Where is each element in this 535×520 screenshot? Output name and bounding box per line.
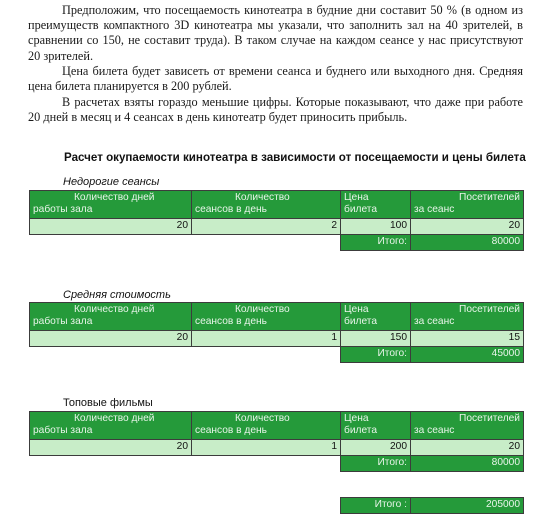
cell-visitors: 20	[410, 439, 524, 456]
intro-paragraph-3: В расчетах взяты гораздо меньшие цифры. Которые показывают, что даже при работе 20 дней в месяц и 4 сеансах в день кинотеатр будет приносить прибыль.	[28, 95, 523, 125]
table-caption-cheap: Недорогие сеансы	[63, 176, 160, 188]
cell-price: 100	[340, 218, 411, 235]
section-heading: Расчет окупаемости кинотеатра в зависимости от посещаемости и цены билета	[64, 151, 526, 164]
intro-paragraph-2: Цена билета будет зависеть от времени сеанса и буднего или выходного дня. Средняя цена билета планируется в 200 рублей.	[28, 64, 523, 94]
cell-days: 20	[29, 439, 192, 456]
header-sessions: Количество сеансов в день	[191, 190, 341, 219]
table-top-movies	[29, 411, 524, 472]
table-cheap-sessions	[29, 190, 524, 251]
total-label: Итого:	[340, 346, 411, 363]
header-days: Количество дней работы зала	[29, 411, 192, 440]
cell-visitors: 15	[410, 330, 524, 347]
cell-price: 150	[340, 330, 411, 347]
grand-total-label: Итого :	[340, 497, 411, 514]
grand-total-value: 205000	[410, 497, 524, 514]
cell-days: 20	[29, 330, 192, 347]
header-price: Цена билета	[340, 190, 411, 219]
cell-visitors: 20	[410, 218, 524, 235]
header-price: Цена билета	[340, 302, 411, 331]
intro-paragraph-1: Предположим, что посещаемость кинотеатра в будние дни составит 50 % (в одном из преимуществ компактного 3D кинотеатра мы указали, что заполнить зал на 40 зрителей, в сравнении со 150, не составит труда). В таком случае на каждом сеансе у нас присутствуют 20 зрителей.	[28, 3, 523, 63]
cell-sessions: 1	[191, 439, 341, 456]
total-label: Итого:	[340, 234, 411, 251]
total-value: 80000	[410, 234, 524, 251]
grand-total-row	[29, 497, 524, 514]
total-value: 45000	[410, 346, 524, 363]
cell-price: 200	[340, 439, 411, 456]
total-label: Итого:	[340, 455, 411, 472]
total-value: 80000	[410, 455, 524, 472]
cell-days: 20	[29, 218, 192, 235]
cell-sessions: 1	[191, 330, 341, 347]
header-days: Количество дней работы зала	[29, 190, 192, 219]
header-sessions: Количество сеансов в день	[191, 411, 341, 440]
table-caption-medium: Средняя стоимость	[63, 289, 171, 301]
header-price: Цена билета	[340, 411, 411, 440]
header-visitors: Посетителей за сеанс	[410, 190, 524, 219]
cell-sessions: 2	[191, 218, 341, 235]
header-days: Количество дней работы зала	[29, 302, 192, 331]
header-visitors: Посетителей за сеанс	[410, 411, 524, 440]
header-sessions: Количество сеансов в день	[191, 302, 341, 331]
header-visitors: Посетителей за сеанс	[410, 302, 524, 331]
table-caption-top: Топовые фильмы	[63, 397, 153, 409]
table-medium-price	[29, 302, 524, 363]
